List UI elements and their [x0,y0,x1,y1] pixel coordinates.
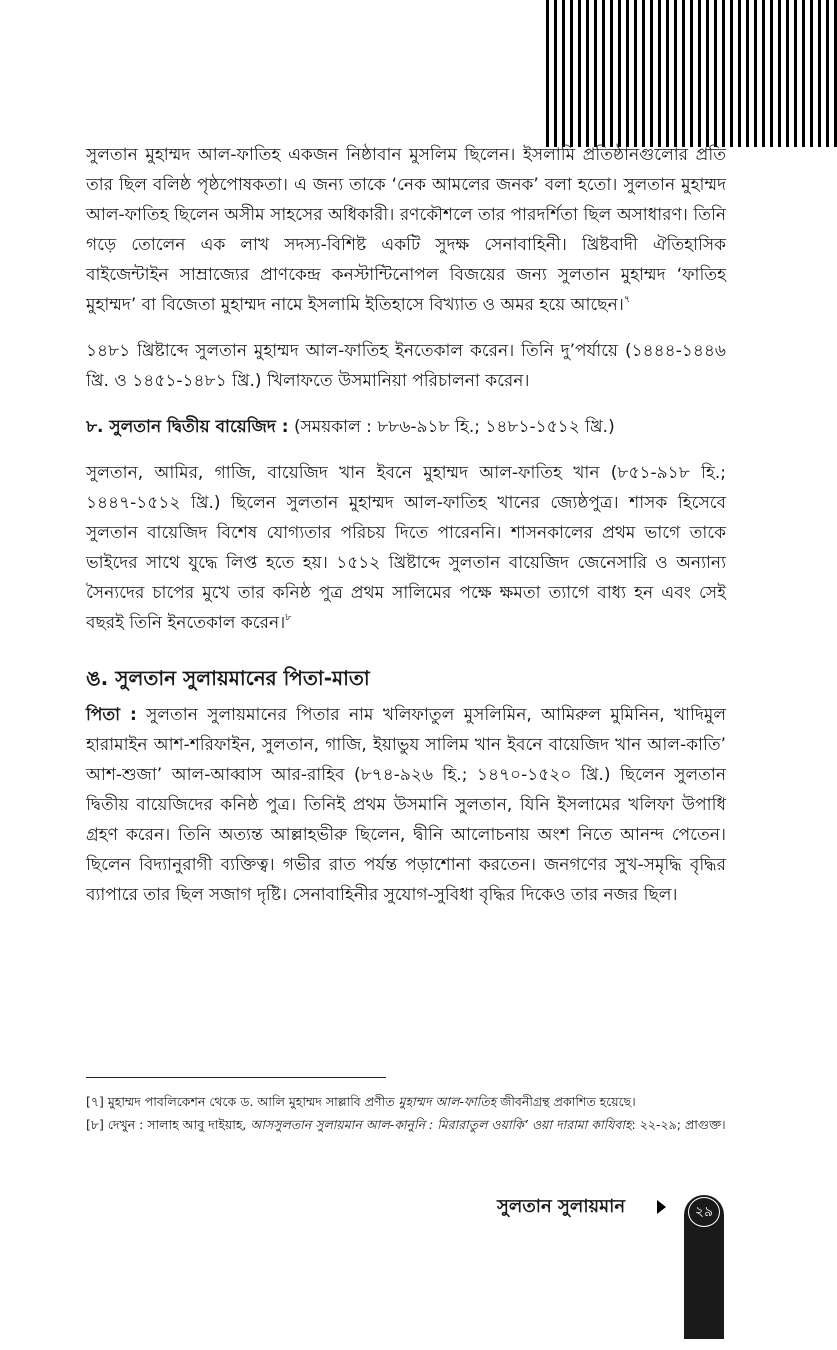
paragraph-bayezid: সুলতান, আমির, গাজি, বায়েজিদ খান ইবনে মুহাম্মদ আল-ফাতিহ খান (৮৫১-৯১৮ হি.; ১৪৪৭-১৫১২ খ্রি.) ছিলেন সুলতান মুহাম্মদ আল-ফাতিহ খানের জ্যেষ্ঠপুত্র। শাসক হিসেবে সুলতান বায়েজিদ বিশেষ যোগ্যতার পরিচয় দিতে পারেননি। শাসনকালের প্রথম ভাগে তাকে ভাইদের সাথে যুদ্ধে লিপ্ত হতে হয়। ১৫১২ খ্রিষ্টাব্দে সুলতান বায়েজিদ জেনেসারি ও অন্যান্য সৈন্যদের চাপের মুখে তার কনিষ্ঠ পুত্র প্রথম সালিমের পক্ষে ক্ষমতা ত্যাগে বাধ্য হন এবং সেই বছরই তিনি ইনতেকাল করেন।$^৮$ [86,463,726,633]
footnotes [86,1090,726,1136]
heading-bayezid [86,412,726,442]
page-body [86,140,726,910]
footnote-ref-8: ৮ [285,612,292,623]
paragraph-fatih: সুলতান মুহাম্মদ আল-ফাতিহ একজন নিষ্ঠাবান মুসলিম ছিলেন। ইসলামি প্রতিষ্ঠানগুলোর প্রতি তার ছিল বলিষ্ঠ পৃষ্ঠপোষকতা। এ জন্য তাকে ‘নেক আমলের জনক’ বলা হতো। সুলতান মুহাম্মদ আল-ফাতিহ ছিলেন অসীম সাহসের অধিকারী। রণকৌশলে তার পারদর্শিতা ছিল অসাধারণ। তিনি গড়ে তোলেন এক লাখ সদস্য-বিশিষ্ট একটি সুদক্ষ সেনাবাহিনী। খ্রিষ্টবাদী ঐতিহাসিক বাইজেন্টাইন সাম্রাজ্যের প্রাণকেন্দ্র কনস্টান্টিনোপল বিজয়ের জন্য সুলতান মুহাম্মদ ‘ফাতিহ মুহাম্মদ’ বা বিজেতা মুহাম্মদ নামে ইসলামি ইতিহাসে বিখ্যাত ও অমর হয়ে আছেন।$^৭$ [86,145,726,315]
footnote-7: [৭] মুহাম্মদ পাবলিকেশন থেকে ড. আলি মুহাম্মদ সাল্লাবি প্রণীত মুহাম্মদ আল-ফাতিহ জীবনীগ্রন্থ প্রকাশিত হয়েছে। [86,1094,636,1109]
paragraph-father: পিতা : সুলতান সুলায়মানের পিতার নাম খলিফাতুল মুসলিমিন, আমিরুল মুমিনিন, খাদিমুল হারামাইন আশ-শরিফাইন, সুলতান, গাজি, ইয়াভুয সালিম খান ইবনে বায়েজিদ খান আল-কাতি’ আশ-শুজা’ আল-আব্বাস আর-রাহিব (৮৭৪-৯২৬ হি.; ১৪৭০-১৫২০ খ্রি.) ছিলেন সুলতান দ্বিতীয় বায়েজিদের কনিষ্ঠ পুত্র। তিনিই প্রথম উসমানি সুলতান, যিনি ইসলামের খলিফা উপাধি গ্রহণ করেন। তিনি অত্যন্ত আল্লাহভীরু ছিলেন, দ্বীনি আলোচনায় অংশ নিতে আনন্দ পেতেন। ছিলেন বিদ্যানুরাগী ব্যক্তিত্ব। গভীর রাত পর্যন্ত পড়াশোনা করতেন। জনগণের সুখ-সমৃদ্ধি বৃদ্ধির ব্যাপারে তার ছিল সজাগ দৃষ্টি। সেনাবাহিনীর সুযোগ-সুবিধা বৃদ্ধির দিকেও তার নজর ছিল। [86,705,727,905]
footnote-divider [86,1077,386,1078]
arrow-right-icon [657,1200,666,1214]
heading-bayezid-title: ৮. সুলতান দ্বিতীয় বায়েজিদ : [86,417,289,437]
footnote-ref-7: ৭ [623,294,631,305]
decorative-stripes [546,0,837,147]
page-number: ২৯ [684,1195,724,1229]
running-footer-title: সুলতান সুলায়মান [497,1196,626,1217]
footnote-8: [৮] দেখুন : সালাহ আবু দাইয়াহ, আসসুলতান সুলায়মান আল-কানুনি : মিরারাতুল ওয়াকি’ ওয়া দারামা কাযিবাহ: ২২-২৯; প্রাগুক্ত। [86,1117,726,1132]
heading-bayezid-period: (সময়কাল : ৮৮৬-৯১৮ হি.; ১৪৮১-১৫১২ খ্রি.) [293,417,615,437]
section-title: ঙ. সুলতান সুলায়মানের পিতা-মাতা [86,666,370,690]
father-label: পিতা : [86,705,137,725]
paragraph-fatih-death: ১৪৮১ খ্রিষ্টাব্দে সুলতান মুহাম্মদ আল-ফাতিহ ইনতেকাল করেন। তিনি দু’পর্যায়ে (১৪৪৪-১৪৪৬ খ্রি. ও ১৪৫১-১৪৮১ খ্রি.) খিলাফতে উসমানিয়া পরিচালনা করেন। [86,341,726,391]
